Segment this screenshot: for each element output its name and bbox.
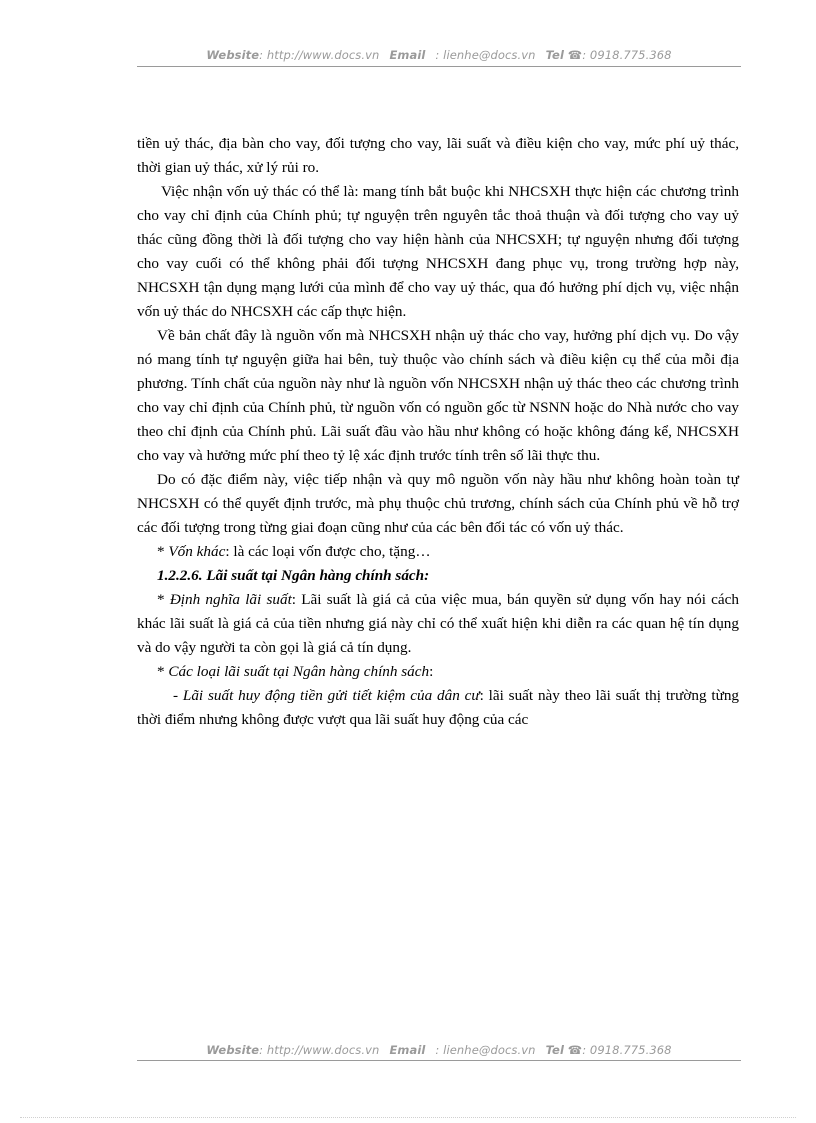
section-heading: 1.2.2.6. Lãi suất tại Ngân hàng chính sách:: [157, 567, 430, 584]
footer-tel-label: Tel: [545, 1043, 564, 1057]
footer-email-value[interactable]: : lienhe@docs.vn: [435, 1043, 536, 1057]
paragraph-5-text: : là các loại vốn được cho, tặng…: [225, 543, 431, 560]
paragraph-7: [137, 660, 739, 684]
header-tel-value: : 0918.775.368: [582, 48, 672, 62]
footer-website-value[interactable]: : http://www.docs.vn: [259, 1043, 380, 1057]
header-email-value[interactable]: : lienhe@docs.vn: [435, 48, 536, 62]
dash-marker: -: [173, 687, 183, 704]
page-header: [137, 48, 741, 62]
term-dinh-nghia: Định nghĩa lãi suất: [169, 591, 292, 608]
paragraph-4: Do có đặc điểm này, việc tiếp nhận và quy mô nguồn vốn này hầu như không hoàn toàn tự NHCSXH có thể quyết định trước, mà phụ thuộc chủ trương, chính sách của Chính phủ về hỗ trợ các đối tượng trong từng giai đoạn cũng như của các bên đối tác có vốn uỷ thác.: [137, 471, 739, 536]
list-item: [137, 684, 739, 732]
phone-icon: ☎: [567, 1043, 583, 1057]
term-von-khac: Vốn khác: [168, 543, 226, 560]
footer-tel-value: : 0918.775.368: [582, 1043, 672, 1057]
term-lai-suat-huy-dong: Lãi suất huy động tiền gửi tiết kiệm của dân cư: [182, 687, 480, 704]
bullet-marker: *: [157, 663, 169, 680]
footer-website-label: Website: [206, 1043, 260, 1057]
paragraph-7-text: :: [429, 663, 434, 680]
header-website-label: Website: [206, 48, 260, 62]
paragraph-2: Việc nhận vốn uỷ thác có thể là: mang tính bắt buộc khi NHCSXH thực hiện các chương trình cho vay chỉ định của Chính phủ; tự nguyện trên nguyên tắc thoả thuận và đối tượng cho vay uỷ thác cũng đồng thời là đối tượng cho vay hiện hành của NHCSXH; tự nguyện nhưng đối tượng cho vay cuối có thể không phải đối tượng NHCSXH đang phục vụ, trong trường hợp này, NHCSXH tận dụng mạng lưới của mình để cho vay uỷ thác, qua đó hưởng phí dịch vụ, việc nhận vốn uỷ thác do NHCSXH các cấp thực hiện.: [137, 183, 739, 320]
page-footer: [137, 1043, 741, 1057]
footer-rule: [137, 1060, 741, 1061]
header-website-value[interactable]: : http://www.docs.vn: [259, 48, 380, 62]
header-email-label: Email: [389, 48, 426, 62]
bullet-marker: *: [157, 591, 170, 608]
paragraph-6-text: : Lãi suất là giá cả của việc mua, bán quyền sử dụng vốn hay nói cách khác lãi suất là giá cả của tiền nhưng giá này chỉ có thể xuất hiện khi diễn ra các quan hệ tín dụng và do vậy người ta còn gọi là giá cả tín dụng.: [137, 591, 740, 656]
paragraph-1: tiền uỷ thác, địa bàn cho vay, đối tượng cho vay, lãi suất và điều kiện cho vay, mức phí uỷ thác, thời gian uỷ thác, xử lý rủi ro.: [137, 135, 739, 176]
document-body: [137, 132, 739, 732]
paragraph-3: Về bản chất đây là nguồn vốn mà NHCSXH nhận uỷ thác cho vay, hưởng phí dịch vụ. Do vậy nó mang tính tự nguyện giữa hai bên, tuỳ thuộc vào chính sách và điều kiện cụ thể của mỗi địa phương. Tính chất của nguồn này như là nguồn vốn NHCSXH nhận uỷ thác theo các chương trình cho vay chỉ định của Chính phủ, từ nguồn vốn có nguồn gốc từ NSNN hoặc do Nhà nước cho vay theo chỉ định của Chính phủ. Lãi suất đầu vào hầu như không có hoặc không đáng kể, NHCSXH cho vay và hưởng mức phí theo tỷ lệ xác định trước tính trên số lãi thực thu.: [137, 327, 739, 464]
phone-icon: ☎: [567, 48, 583, 62]
header-tel-label: Tel: [545, 48, 564, 62]
paragraph-6: [137, 588, 739, 660]
term-cac-loai: Các loại lãi suất tại Ngân hàng chính sách: [168, 663, 430, 680]
bullet-marker: *: [157, 543, 169, 560]
footer-email-label: Email: [389, 1043, 426, 1057]
list-item-text: : lãi suất này theo lãi suất thị trường từng thời điểm nhưng không được vượt qua lãi suất huy động của các: [137, 687, 740, 728]
page-edge-dots: [20, 1117, 796, 1118]
paragraph-5: [137, 540, 739, 564]
header-rule: [137, 66, 741, 67]
